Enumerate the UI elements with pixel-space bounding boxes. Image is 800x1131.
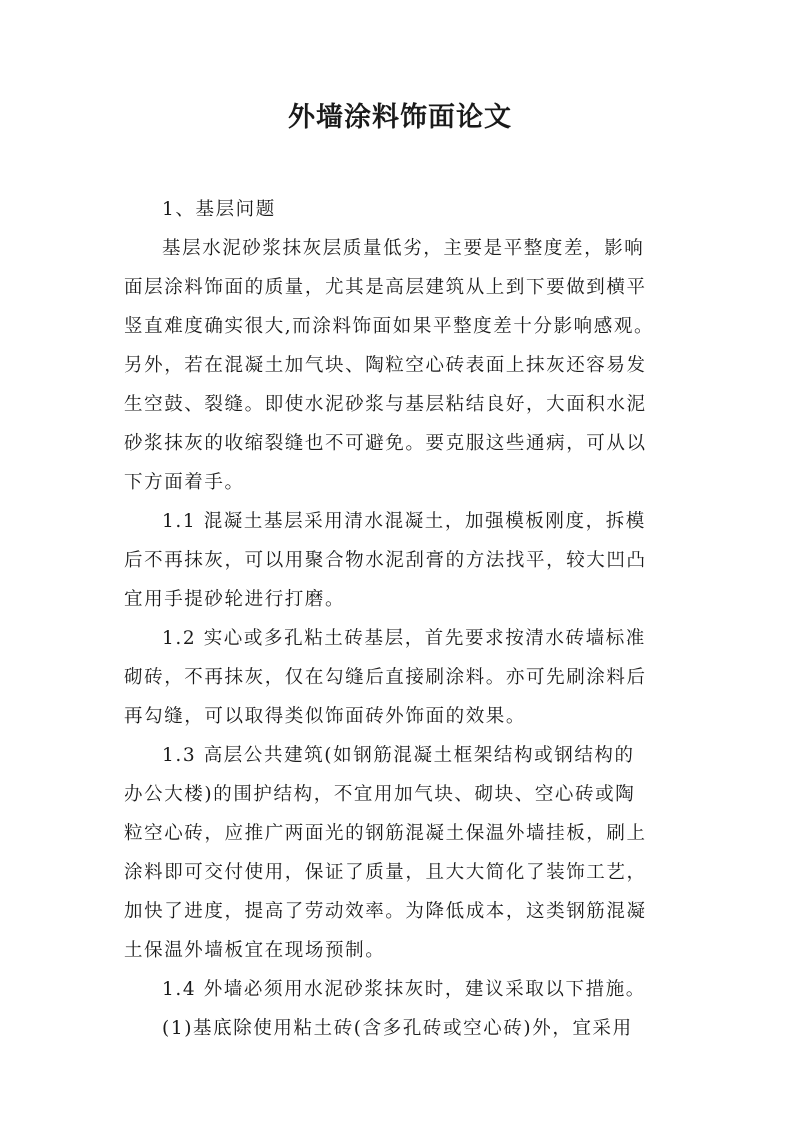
text-line: 宜用手提砂轮进行打磨。 [124,589,346,610]
text-line: 下方面着手。 [124,472,245,493]
text-line: 办公大楼)的围护结构，不宜用加气块、砌块、空心砖或陶 [124,784,636,805]
text-line: 再勾缝，可以取得类似饰面砖外饰面的效果。 [124,706,527,727]
text-line: 另外，若在混凝土加气块、陶粒空心砖表面上抹灰还容易发 [124,355,647,376]
text-line: 面层涂料饰面的质量，尤其是高层建筑从上到下要做到横平 [124,277,647,298]
text-line: 1.1 混凝土基层采用清水混凝土，加强模板刚度，拆模 [162,511,646,532]
text-line: 1、基层问题 [162,199,276,220]
text-line: 1.3 高层公共建筑(如钢筋混凝土框架结构或钢结构的 [162,745,635,766]
text-line: 后不再抹灰，可以用聚合物水泥刮膏的方法找平，较大凹凸 [124,550,647,571]
text-line: 涂料即可交付使用，保证了质量，且大大简化了装饰工艺， [124,862,647,883]
text-line: 砂浆抹灰的收缩裂缝也不可避免。要克服这些通病，可从以 [124,433,647,454]
text-line: 生空鼓、裂缝。即使水泥砂浆与基层粘结良好，大面积水泥 [124,394,647,415]
text-line: 加快了进度，提高了劳动效率。为降低成本，这类钢筋混凝 [124,901,647,922]
text-line: 土保温外墙板宜在现场预制。 [124,940,386,961]
text-line: 粒空心砖，应推广两面光的钢筋混凝土保温外墙挂板，刷上 [124,823,647,844]
text-line: 竖直难度确实很大,而涂料饰面如果平整度差十分影响感观。 [124,316,655,337]
document-title: 外墙涂料饰面论文 [288,102,512,133]
text-line: 基层水泥砂浆抹灰层质量低劣，主要是平整度差，影响 [162,238,645,259]
text-line: 1.2 实心或多孔粘土砖基层，首先要求按清水砖墙标准 [162,628,646,649]
text-line: (1)基底除使用粘土砖(含多孔砖或空心砖)外，宜采用 [162,1018,633,1039]
document-body [124,190,690,1048]
text-line: 砌砖，不再抹灰，仅在勾缝后直接刷涂料。亦可先刷涂料后 [124,667,647,688]
text-line: 1.4 外墙必须用水泥砂浆抹灰时，建议采取以下措施。 [162,979,646,1000]
